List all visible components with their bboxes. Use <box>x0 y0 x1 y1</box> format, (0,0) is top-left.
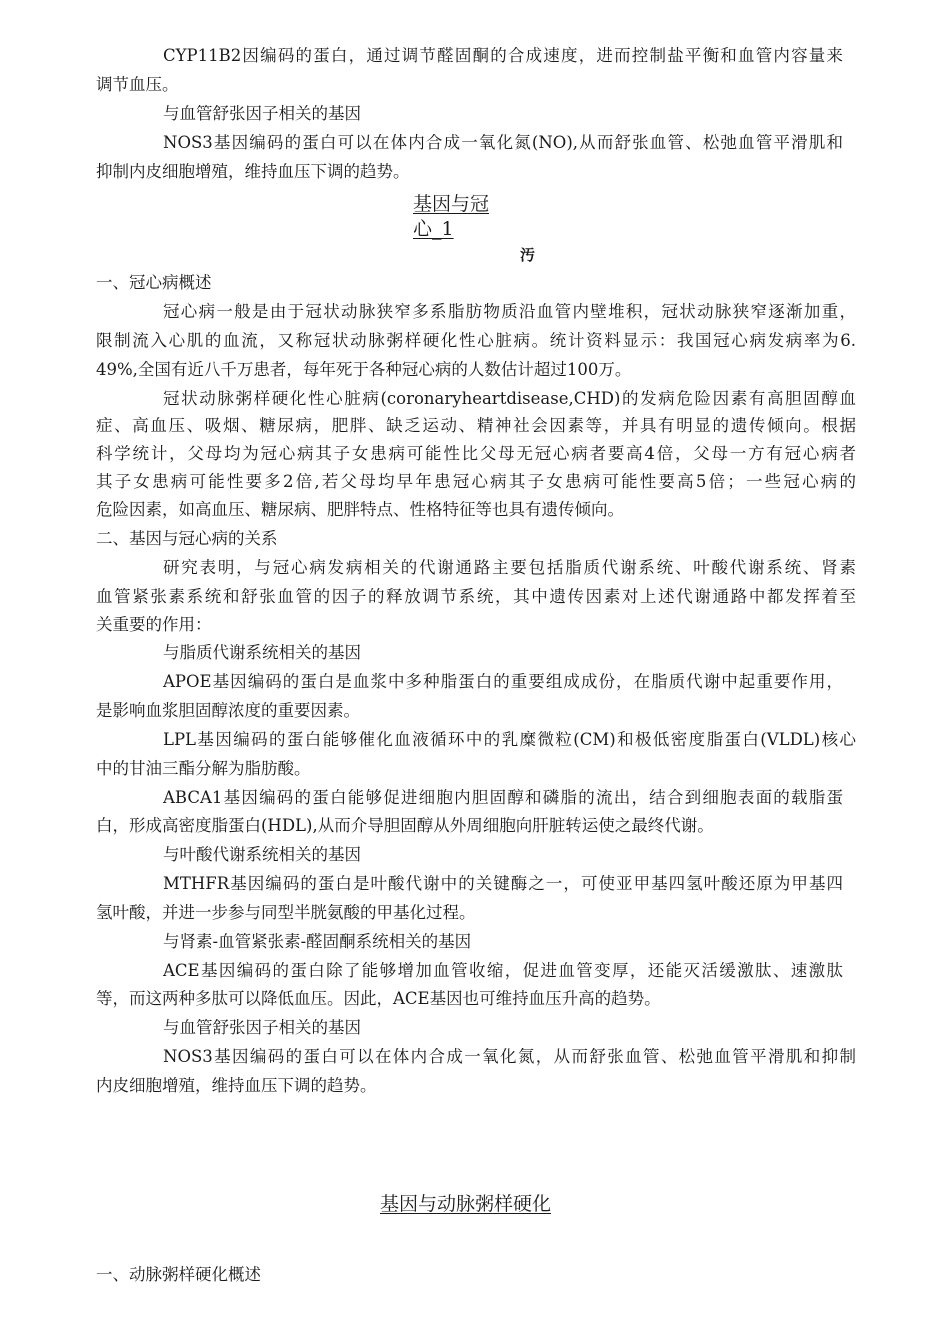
text-line: 是影响血浆胆固醇浓度的重要因素。 <box>96 701 360 720</box>
section-title-coronary-glyph: 汚 <box>520 246 536 264</box>
text-line: 中的甘油三酯分解为脂肪酸。 <box>96 759 311 778</box>
text-line: 与血管舒张因子相关的基因 <box>163 1018 361 1037</box>
text-line: 血管紧张素系统和舒张血管的因子的释放调节系统，其中遗传因素对上述代谢通路中都发挥着至 <box>96 587 856 606</box>
text-line: ACE基因编码的蛋白除了能够增加血管收缩，促进血管变厚，还能灭活缓激肽、速激肽 <box>163 961 843 980</box>
text-line: 等，而这两种多肽可以降低血压。因此，ACE基因也可维持血压升高的趋势。 <box>96 989 661 1008</box>
text-line: LPL基因编码的蛋白能够催化血液循环中的乳糜微粒(CM)和极低密度脂蛋白(VLDL)核心 <box>163 730 856 749</box>
text-line: 症、高血压、吸烟、糖尿病，肥胖、缺乏运动、精神社会因素等，并具有明显的遗传倾向。根据 <box>96 416 856 435</box>
text-line: 限制流入心肌的血流，又称冠状动脉粥样硬化性心脏病。统计资料显示：我国冠心病发病率为6. <box>96 331 856 350</box>
text-line: 冠状动脉粥样硬化性心脏病(coronaryheartdisease,CHD)的发病危险因素有高胆固醇血 <box>163 389 856 408</box>
text-line: 与肾素-血管紧张素-醛固酮系统相关的基因 <box>163 932 472 951</box>
section-title-coronary-line2: 心_1 <box>413 218 454 240</box>
text-line: 关重要的作用： <box>96 615 212 634</box>
text-line: 其子女患病可能性要多2倍,若父母均早年患冠心病其子女患病可能性要高5倍；一些冠心病的 <box>96 472 856 491</box>
text-line: 与叶酸代谢系统相关的基因 <box>163 845 361 864</box>
text-line: 危险因素，如高血压、糖尿病、肥胖特点、性格特征等也具有遗传倾向。 <box>96 500 624 519</box>
section-title-atherosclerosis: 基因与动脉粥样硬化 <box>380 1193 552 1215</box>
text-line: 与血管舒张因子相关的基因 <box>163 104 361 123</box>
text-line: 一、冠心病概述 <box>96 273 212 292</box>
text-line: 氢叶酸，并进一步参与同型半胱氨酸的甲基化过程。 <box>96 903 476 922</box>
text-line: 冠心病一般是由于冠状动脉狭窄多系脂肪物质沿血管内壁堆积，冠状动脉狭窄逐渐加重， <box>163 302 856 321</box>
text-line: ABCA1基因编码的蛋白能够促进细胞内胆固醇和磷脂的流出，结合到细胞表面的载脂蛋 <box>163 788 843 807</box>
text-line: 白，形成高密度脂蛋白(HDL),从而介导胆固醇从外周细胞向肝脏转运使之最终代谢。 <box>96 816 714 835</box>
text-line: 49%,全国有近八千万患者，每年死于各种冠心病的人数估计超过100万。 <box>96 360 632 379</box>
section-title-coronary-line1: 基因与冠 <box>413 193 490 215</box>
text-line: 调节血压。 <box>96 75 179 94</box>
text-line: 与脂质代谢系统相关的基因 <box>163 643 361 662</box>
text-line: MTHFR基因编码的蛋白是叶酸代谢中的关键酶之一，可使亚甲基四氢叶酸还原为甲基四 <box>163 874 843 893</box>
text-line: 一、动脉粥样硬化概述 <box>96 1265 261 1284</box>
text-line: APOE基因编码的蛋白是血浆中多种脂蛋白的重要组成成份，在脂质代谢中起重要作用， <box>163 672 843 691</box>
text-line: 抑制内皮细胞增殖，维持血压下调的趋势。 <box>96 162 410 181</box>
text-line: 科学统计，父母均为冠心病其子女患病可能性比父母无冠心病者要高4倍，父母一方有冠心病者 <box>96 444 856 463</box>
text-line: NOS3基因编码的蛋白可以在体内合成一氧化氮(NO),从而舒张血管、松弛血管平滑肌和 <box>163 133 843 152</box>
text-line: 研究表明，与冠心病发病相关的代谢通路主要包括脂质代谢系统、叶酸代谢系统、肾素 <box>163 558 856 577</box>
text-line: CYP11B2因编码的蛋白，通过调节醛固酮的合成速度，进而控制盐平衡和血管内容量来 <box>163 46 843 65</box>
text-line: NOS3基因编码的蛋白可以在体内合成一氧化氮，从而舒张血管、松弛血管平滑肌和抑制 <box>163 1047 856 1066</box>
text-line: 内皮细胞增殖，维持血压下调的趋势。 <box>96 1076 377 1095</box>
text-line: 二、基因与冠心病的关系 <box>96 529 278 548</box>
